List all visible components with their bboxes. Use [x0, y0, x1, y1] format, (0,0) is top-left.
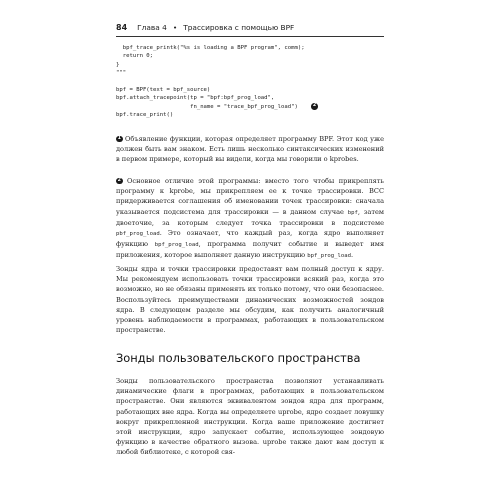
- note-2-text: Основное отличие этой программы: вместо того чтобы прикреплять программу к kprobe, мы прикрепляем ее к точке трассировки. BCC придерживается соглашения об именовании точек трассировки: сначала указывается подсистема для трассировки — в данном случае: [116, 177, 384, 216]
- body-paragraph: Зонды пользовательского пространства позволяют устанавливать динамические флаги в программах, работающих в пользовательском пространстве. Они являются эквивалентом зондов ядра для программ, работающих вне ядра. Когда вы определяете uprobe, ядро создает ловушку вокруг прикрепленной инструкции. Когда ваше приложение достигнет этой инструкции, ядро запускает событие, использующее зондовую функцию в качестве обратного вызова. uprobe также дают вам доступ к любой библиотеке, с которой свя-: [116, 377, 384, 457]
- note-2-text: , затем двоеточие, за которым следует точка трассировки в подсистеме: [116, 207, 384, 227]
- note-2-text: , программа получит событие и выведет имя приложения, которое выполняет данную инструкцию: [116, 240, 384, 260]
- header-rule: [116, 36, 384, 37]
- note-1: [116, 134, 384, 165]
- section-heading: Зонды пользовательского пространства: [116, 351, 361, 365]
- inline-code: bpf_prog_load: [154, 242, 199, 249]
- note-1-text: Объявление функции, которая определяет программу BPF. Этот код уже должен быть вам знаком. Есть лишь несколько синтаксических изменений в первом примере, который вы видели, когда мы говорили о kprobes.: [116, 135, 384, 164]
- code-line: bpf_trace_printk("%s is loading a BPF program", comm);: [116, 45, 305, 51]
- code-listing: [116, 44, 318, 120]
- note-2-text: . Это означает, что каждый раз, когда ядро выполняет функцию: [116, 229, 384, 249]
- note-2-text: .: [351, 251, 354, 260]
- chapter-title: Трассировка с помощью BPF: [183, 22, 295, 32]
- code-line: """: [116, 70, 127, 77]
- code-line: return 0;: [116, 53, 154, 60]
- page-number: 84: [116, 22, 128, 32]
- callout-marker-2: 2: [312, 103, 317, 109]
- header-bullet: •: [172, 22, 178, 32]
- code-line: bpf = BPF(text = bpf_source): [116, 87, 211, 94]
- inline-code: pbf_prog_load: [116, 231, 160, 238]
- note-2: [116, 176, 384, 262]
- chapter-label: Глава 4: [137, 22, 167, 32]
- inline-code: bpf: [347, 209, 358, 216]
- callout-marker-1: 1: [117, 135, 121, 141]
- body-paragraph: Зонды ядра и точки трассировки предоставят вам полный доступ к ядру. Мы рекомендуем использовать точки трассировки всякий раз, когда это возможно, но не обязаны применять их только потому, что они безопаснее. Воспользуйтесь преимуществами динамических возможностей зондов ядра. В следующем разделе мы обсудим, как получить аналогичный уровень наблюдаемости в программах, работающих в пользовательском пространстве.: [116, 265, 384, 335]
- running-header: [116, 20, 384, 34]
- code-line: fn_name = "trace_bpf_prog_load"): [116, 103, 298, 110]
- code-line: bpf.trace_print(): [116, 112, 174, 119]
- code-line: }: [116, 61, 120, 68]
- code-line: bpf.attach_tracepoint(tp = "bpf:bpf_prog_load",: [116, 95, 275, 102]
- inline-code: bpf_prog_load: [307, 253, 351, 260]
- callout-marker-2: 2: [117, 177, 121, 183]
